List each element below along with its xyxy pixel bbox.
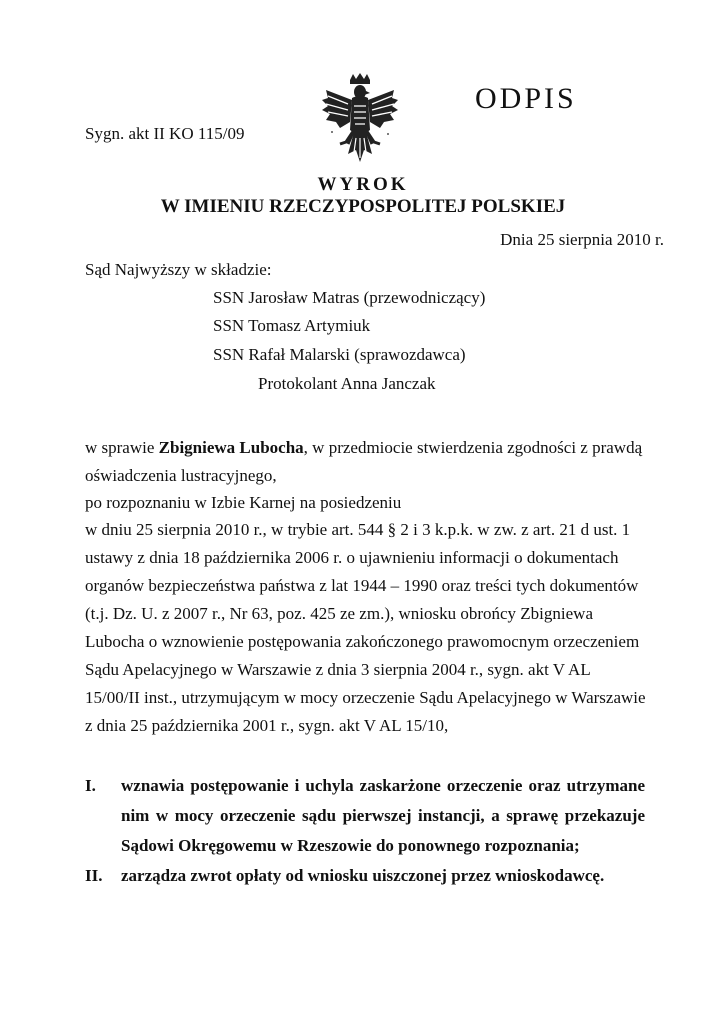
judgment-title: WYROK <box>317 174 409 195</box>
case-line: 15/00/II inst., utrzymującym w mocy orzeczenie Sądu Apelacyjnego w Warszawie <box>85 688 646 707</box>
case-line: organów bezpieczeństwa państwa z lat 1944 – 1990 oraz treści tych dokumentów <box>85 576 639 595</box>
court-composition-intro: Sąd Najwyższy w składzie: <box>85 260 272 279</box>
case-line: Lubocha o wznowienie postępowania zakończonego prawomocnym orzeczeniem <box>85 632 640 651</box>
ruling-item-line: Sądowi Okręgowemu w Rzeszowie do ponownego rozpoznania; <box>121 836 580 855</box>
case-reference: Sygn. akt II KO 115/09 <box>85 124 245 143</box>
defendant-name: Zbigniewa Lubocha <box>158 438 304 457</box>
judgment-date: Dnia 25 sierpnia 2010 r. <box>500 230 664 249</box>
case-line: ustawy z dnia 18 października 2006 r. o ujawnieniu informacji o dokumentach <box>85 548 619 567</box>
judgment-subtitle: W IMIENIU RZECZYPOSPOLITEJ POLSKIEJ <box>160 196 566 217</box>
polish-eagle-icon <box>318 72 402 172</box>
ruling-item-number: I. <box>85 776 96 795</box>
ruling-item-line: zarządza zwrot opłaty od wniosku uiszczonej przez wnioskodawcę. <box>121 866 605 885</box>
case-line: w dniu 25 sierpnia 2010 r., w trybie art. 544 § 2 i 3 k.p.k. w zw. z art. 21 d ust. 1 <box>85 520 631 539</box>
judge-member: SSN Tomasz Artymiuk <box>213 316 371 335</box>
judge-presiding: SSN Jarosław Matras (przewodniczący) <box>213 288 486 307</box>
judge-rapporteur: SSN Rafał Malarski (sprawozdawca) <box>213 345 466 364</box>
court-clerk: Protokolant Anna Janczak <box>258 374 436 393</box>
ruling-item-line: nim w mocy orzeczenie sądu pierwszej instancji, a sprawę przekazuje <box>121 806 645 825</box>
copy-stamp: ODPIS <box>475 82 577 115</box>
case-line: po rozpoznaniu w Izbie Karnej na posiedzeniu <box>85 493 402 512</box>
ruling-item-line: wznawia postępowanie i uchyla zaskarżone orzeczenie oraz utrzymane <box>121 776 645 795</box>
case-line: z dnia 25 października 2001 r., sygn. akt V AL 15/10, <box>85 716 449 735</box>
case-line <box>85 438 642 458</box>
case-line: oświadczenia lustracyjnego, <box>85 466 277 485</box>
ruling-item-number: II. <box>85 866 103 885</box>
case-prefix: w sprawie <box>85 438 159 457</box>
case-line: (t.j. Dz. U. z 2007 r., Nr 63, poz. 425 ze zm.), wniosku obrońcy Zbigniewa <box>85 604 593 623</box>
case-line: Sądu Apelacyjnego w Warszawie z dnia 3 sierpnia 2004 r., sygn. akt V AL <box>85 660 591 679</box>
case-line-rest: , w przedmiocie stwierdzenia zgodności z prawdą <box>303 438 643 457</box>
